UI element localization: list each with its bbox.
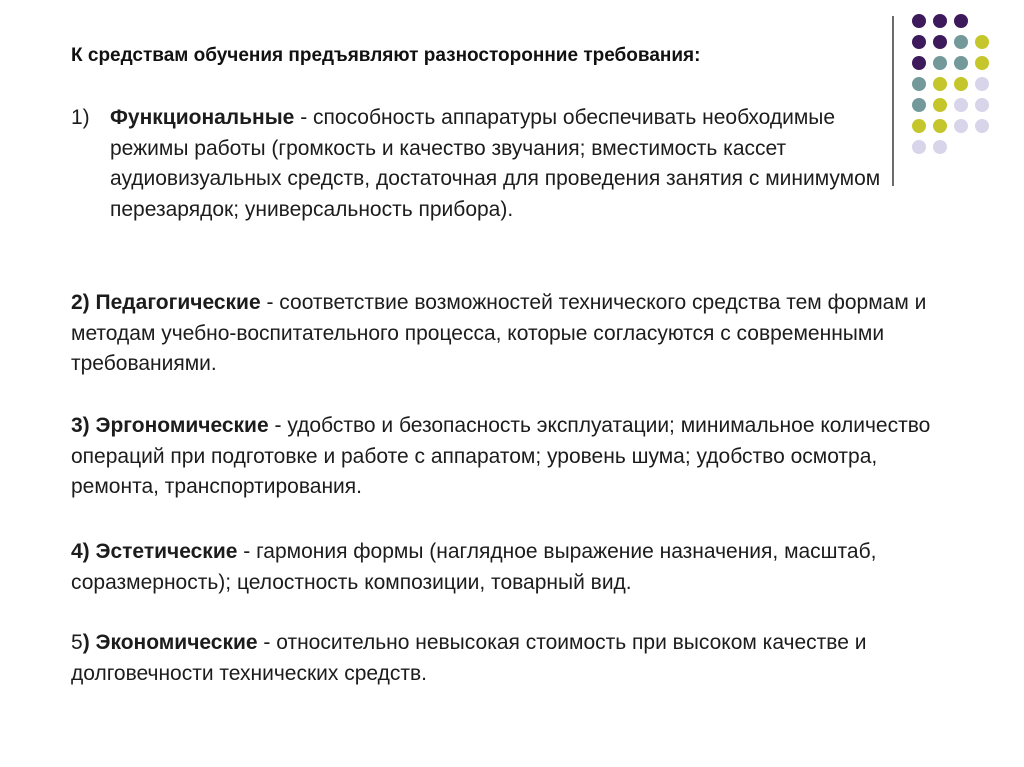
decorative-dot bbox=[975, 119, 989, 133]
decorative-dot bbox=[954, 119, 968, 133]
requirement-item-aesthetic bbox=[71, 537, 971, 598]
item-number: 3) bbox=[71, 414, 90, 437]
decorative-dot bbox=[954, 77, 968, 91]
item-term: Эргономические bbox=[95, 414, 269, 437]
decorative-dot bbox=[912, 140, 926, 154]
decorative-dot bbox=[954, 14, 968, 28]
item-term: Эстетические bbox=[95, 540, 238, 563]
requirement-item-economic bbox=[71, 628, 971, 689]
item-number: 2) bbox=[71, 291, 90, 314]
item-number: 4) bbox=[71, 540, 90, 563]
slide-title: К средствам обучения предъявляют разносторонние требования: bbox=[71, 45, 701, 66]
decorative-dot bbox=[933, 14, 947, 28]
decorative-dot bbox=[933, 98, 947, 112]
item-description: - относительно невысокая стоимость при высоком качестве и долговечности технических средств. bbox=[71, 631, 867, 685]
decorative-dot bbox=[912, 77, 926, 91]
decorative-dot bbox=[954, 98, 968, 112]
decorative-dot bbox=[954, 35, 968, 49]
decorative-dot bbox=[975, 56, 989, 70]
decorative-dot bbox=[933, 77, 947, 91]
item-number: 5 bbox=[71, 631, 83, 654]
requirement-item-pedagogical bbox=[71, 288, 971, 380]
decorative-dot bbox=[933, 140, 947, 154]
decorative-dot bbox=[954, 56, 968, 70]
decorative-dot bbox=[912, 14, 926, 28]
decorative-dot bbox=[975, 35, 989, 49]
item-description: - соответствие возможностей технического средства тем формам и методам учебно-воспитательного процесса, которые согласуются с современными требованиями. bbox=[71, 291, 927, 375]
decorative-dot bbox=[912, 98, 926, 112]
item-term: Педагогические bbox=[95, 291, 261, 314]
decorative-dot bbox=[975, 98, 989, 112]
decorative-dot bbox=[912, 119, 926, 133]
item-description: - гармония формы (наглядное выражение назначения, масштаб, соразмерность); целостность композиции, товарный вид. bbox=[71, 540, 877, 594]
decorative-dot bbox=[933, 119, 947, 133]
decorative-dot bbox=[975, 77, 989, 91]
requirement-item-ergonomic bbox=[71, 411, 971, 503]
requirement-item-functional bbox=[71, 103, 911, 225]
item-term: Функциональные bbox=[110, 106, 295, 129]
item-number: 1) bbox=[71, 106, 90, 129]
item-term: ) Экономические bbox=[82, 631, 258, 654]
item-description: - способность аппаратуры обеспечивать необходимые режимы работы (громкость и качество звучания; вместимость кассет аудиовизуальных средств, достаточная для проведения занятия с минимумом перезарядок; универсальность прибора). bbox=[110, 106, 881, 221]
item-description: - удобство и безопасность эксплуатации; минимальное количество операций при подготовке и работе с аппаратом; уровень шума; удобство осмотра, ремонта, транспортирования. bbox=[71, 414, 931, 498]
decorative-dot bbox=[933, 56, 947, 70]
decorative-dot bbox=[933, 35, 947, 49]
